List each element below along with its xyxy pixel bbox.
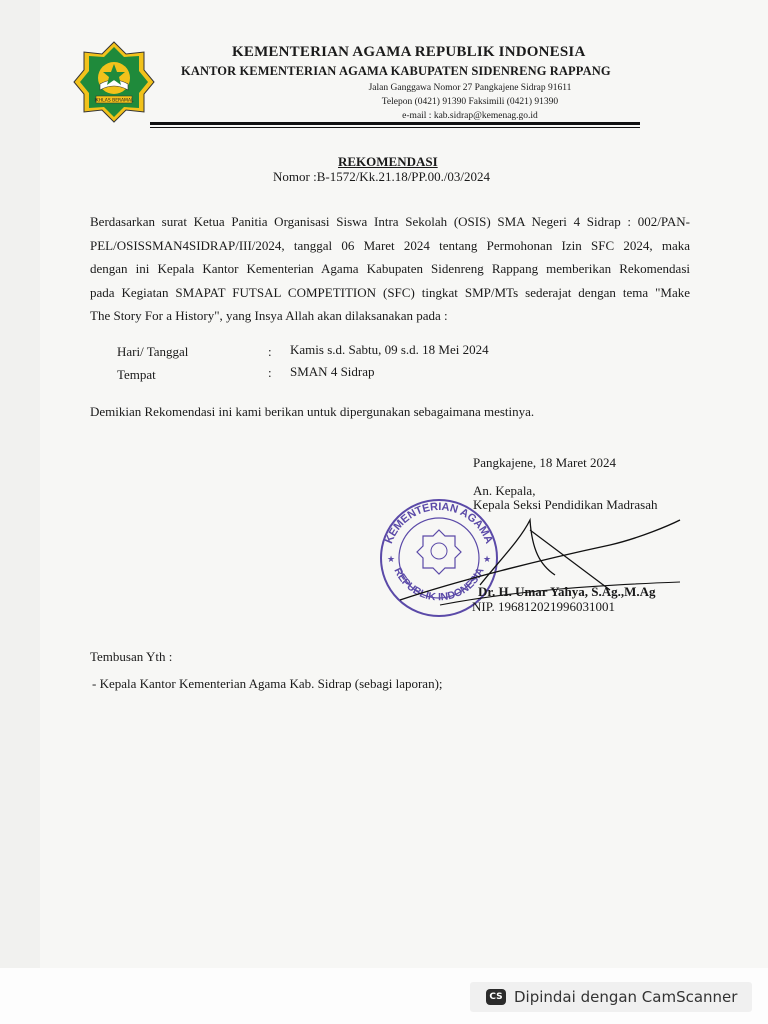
logo-motto: IKHLAS BERAMAL: [94, 98, 134, 104]
body-line: Berdasarkan surat Ketua Panitia Organisasi Siswa Intra Sekolah (OSIS) SMA Negeri 4 Sidrap : 002/PAN-: [90, 214, 690, 229]
detail-sep: :: [268, 365, 272, 380]
stamp-top-text: KEMENTERIAN AGAMA: [383, 500, 495, 546]
svg-text:★: ★: [483, 554, 492, 564]
camscanner-label: Dipindai dengan CamScanner: [514, 988, 738, 1006]
body-line: pada Kegiatan SMAPAT FUTSAL COMPETITION (SFC) tingkat SMP/MTs sederajat dengan tema "Make: [90, 284, 690, 300]
body-line: dengan ini Kepala Kantor Kementerian Agama Kabupaten Sidenreng Rappang memberikan Rekomendasi: [90, 261, 690, 276]
office-email: e-mail : kab.sidrap@kemenag.go.id: [402, 111, 538, 121]
letter-body: [90, 210, 690, 328]
detail-value-date: Kamis s.d. Sabtu, 09 s.d. 18 Mei 2024: [290, 342, 489, 357]
detail-label-place: Tempat: [117, 367, 156, 382]
svg-text:★: ★: [387, 554, 396, 564]
ministry-name: KEMENTERIAN AGAMA REPUBLIK INDONESIA: [232, 44, 586, 60]
letter-title: REKOMENDASI: [338, 154, 438, 169]
office-phone: Telepon (0421) 91390 Faksimili (0421) 91390: [381, 97, 559, 107]
camscanner-watermark: [470, 982, 752, 1012]
header-rule-thick: [150, 122, 640, 125]
on-behalf: An. Kepala,: [473, 483, 536, 498]
signer-position: Kepala Seksi Pendidikan Madrasah: [473, 497, 658, 512]
letter-number: Nomor :B-1572/Kk.21.18/PP.00./03/2024: [273, 169, 491, 184]
kemenag-logo-icon: [72, 40, 156, 124]
signer-name: Dr. H. Umar Yahya, S.Ag.,M.Ag: [478, 584, 656, 599]
signer-nip: NIP. 196812021996031001: [472, 599, 616, 614]
detail-sep: :: [268, 344, 272, 359]
camscanner-icon: CS: [486, 989, 506, 1005]
place-date: Pangkajene, 18 Maret 2024: [473, 455, 616, 470]
office-address: Jalan Ganggawa Nomor 27 Pangkajene Sidrap 91611: [368, 83, 572, 93]
detail-label-date: Hari/ Tanggal: [117, 344, 189, 359]
header-rule-thin: [150, 127, 640, 128]
stamp-bottom-text: REPUBLIK INDONESIA: [391, 565, 487, 604]
cc-heading: Tembusan Yth :: [90, 649, 173, 664]
closing-sentence: Demikian Rekomendasi ini kami berikan untuk dipergunakan sebagaimana mestinya.: [90, 404, 535, 419]
office-name: KANTOR KEMENTERIAN AGAMA KABUPATEN SIDENRENG RAPPANG: [181, 64, 611, 78]
letter-page: [40, 0, 768, 968]
body-line: PEL/OSISSMAN4SIDRAP/III/2024, tanggal 06 Maret 2024 tentang Permohonan Izin SFC 2024, maka: [90, 237, 690, 253]
body-line: The Story For a History", yang Insya Allah akan dilaksanakan pada :: [90, 308, 448, 323]
cc-item: - Kepala Kantor Kementerian Agama Kab. Sidrap (sebagi laporan);: [92, 676, 443, 691]
detail-value-place: SMAN 4 Sidrap: [290, 364, 375, 379]
